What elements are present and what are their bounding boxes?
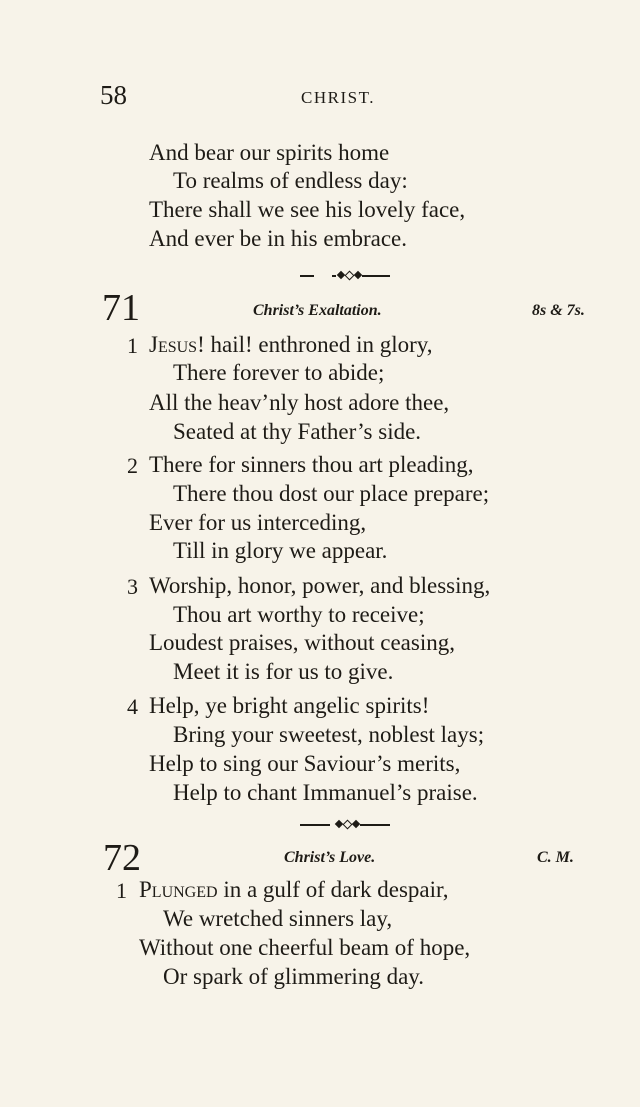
verse-line: Thou art worthy to receive; xyxy=(173,602,425,627)
verse-line: And ever be in his embrace. xyxy=(149,226,408,251)
verse-line: All the heav’nly host adore thee, xyxy=(149,390,450,415)
verse-line-rest: in a gulf of dark despair, xyxy=(217,877,449,902)
hymn-meter: 8s & 7s. xyxy=(532,302,585,319)
hymn-number: 71 xyxy=(102,287,140,329)
verse-line: Help to sing our Saviour’s merits, xyxy=(149,751,461,776)
verse-line: Or spark of glimmering day. xyxy=(163,964,425,989)
verse-line: There shall we see his lovely face, xyxy=(149,197,466,222)
running-head: CHRIST. xyxy=(301,88,375,107)
verse-line: Ever for us interceding, xyxy=(149,510,367,535)
verse-number: 4 xyxy=(127,694,138,719)
verse-line: Till in glory we appear. xyxy=(173,538,388,563)
verse-line xyxy=(149,330,433,360)
hymn-title: Christ’s Exaltation. xyxy=(253,302,382,319)
verse-line: We wretched sinners lay, xyxy=(163,906,393,931)
verse-line: There thou dost our place prepare; xyxy=(173,481,490,506)
section-ornament xyxy=(300,270,390,282)
hymn-number: 72 xyxy=(103,837,141,879)
verse-line: Meet it is for us to give. xyxy=(173,659,394,684)
verse-line: There forever to abide; xyxy=(173,360,385,385)
page-number: 58 xyxy=(100,80,127,110)
verse-first-word: Plunged xyxy=(139,877,218,902)
verse-number: 2 xyxy=(127,453,138,478)
verse-line: Bring your sweetest, noblest lays; xyxy=(173,722,485,747)
verse-line xyxy=(139,875,448,905)
hymn-title: Christ’s Love. xyxy=(284,849,376,866)
verse-line: Without one cheerful beam of hope, xyxy=(139,935,471,960)
verse-line: Seated at thy Father’s side. xyxy=(173,419,422,444)
hymn-meter: C. M. xyxy=(537,849,574,866)
verse-line: Loudest praises, without ceasing, xyxy=(149,630,455,655)
section-ornament xyxy=(300,819,390,831)
verse-number: 1 xyxy=(127,333,138,358)
verse-line: Help to chant Immanuel’s praise. xyxy=(173,780,478,805)
verse-line: To realms of endless day: xyxy=(173,168,408,193)
verse-number: 1 xyxy=(116,878,127,903)
verse-line: There for sinners thou art pleading, xyxy=(149,452,474,477)
verse-number: 3 xyxy=(127,574,138,599)
verse-line: Help, ye bright angelic spirits! xyxy=(149,693,430,718)
verse-line-rest: ! hail! enthroned in glory, xyxy=(197,332,433,357)
verse-line: Worship, honor, power, and blessing, xyxy=(149,573,491,598)
verse-line: And bear our spirits home xyxy=(149,140,390,165)
verse-first-word: Jesus xyxy=(149,332,198,357)
